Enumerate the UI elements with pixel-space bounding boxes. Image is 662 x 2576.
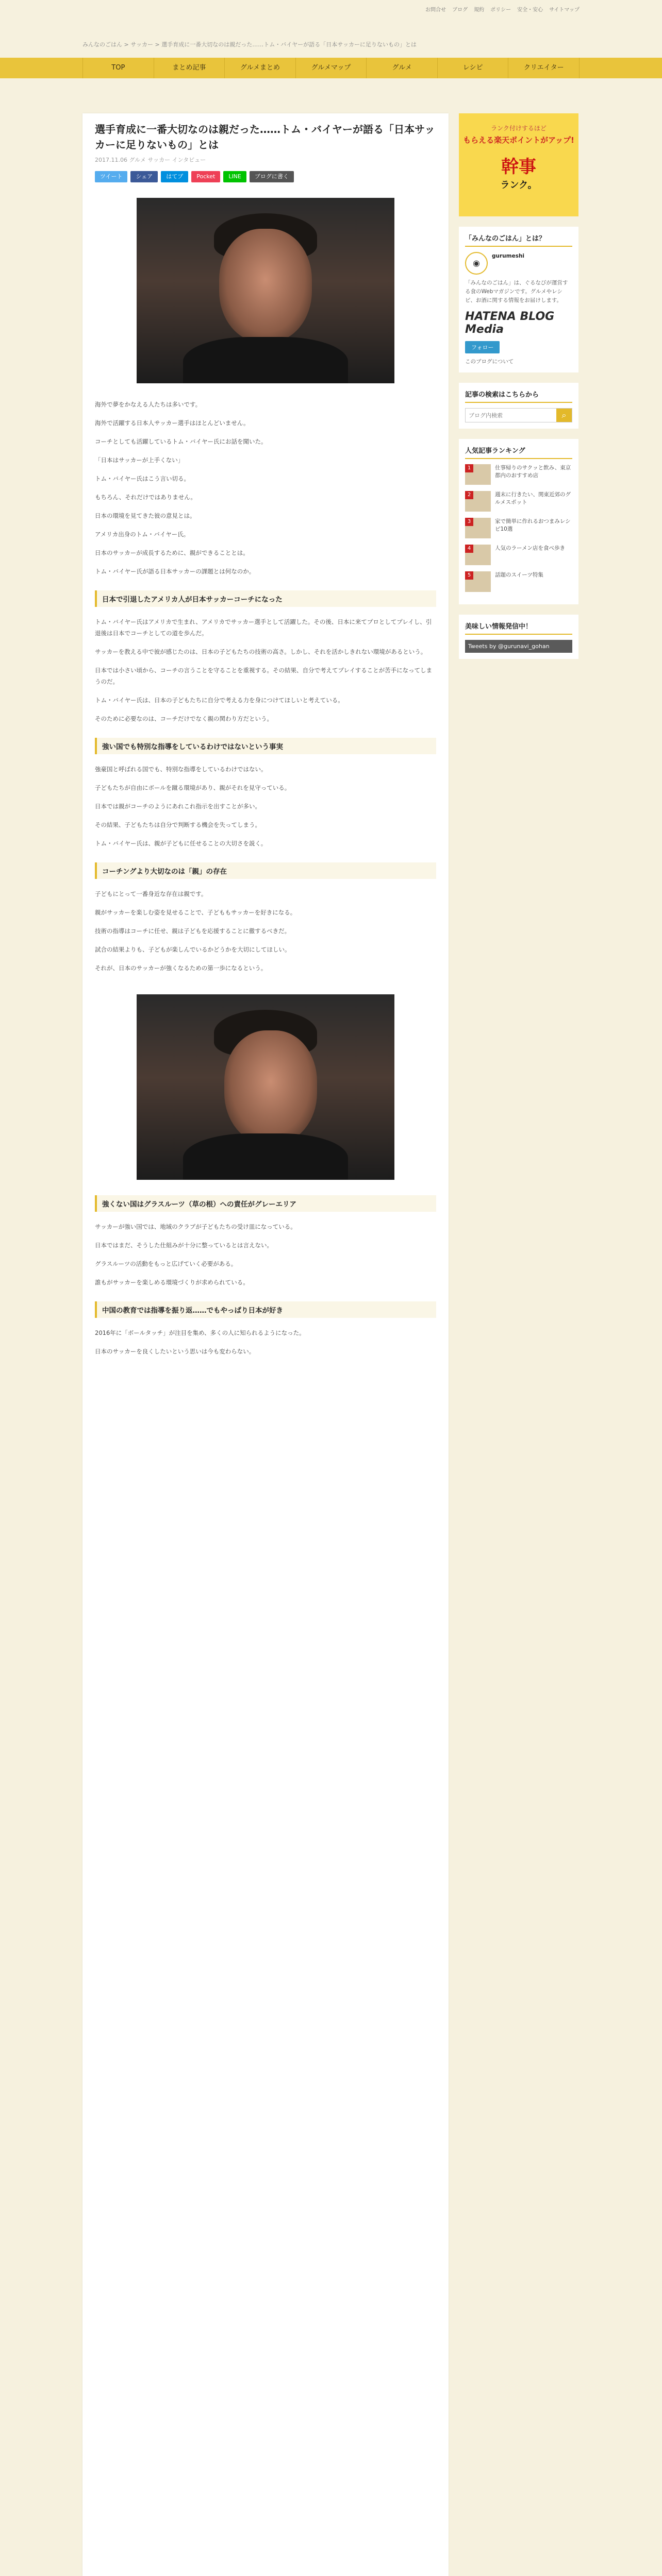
utility-link[interactable]: ブログ [452, 7, 468, 13]
ranking-item-title: 話題のスイーツ特集 [495, 572, 543, 578]
nav-item-gurume-matome[interactable]: グルメまとめ [225, 58, 296, 78]
paragraph: 親がサッカーを楽しむ姿を見せることで、子どももサッカーを好きになる。 [95, 909, 296, 916]
paragraph: 海外で夢をかなえる人たちは多いです。 [95, 401, 202, 408]
article-body-2 [95, 616, 436, 724]
nav-item-matome[interactable]: まとめ記事 [154, 58, 225, 78]
ranking-item[interactable] [465, 571, 572, 592]
ranking-box [459, 439, 578, 604]
article-meta: 2017.11.06 グルメ サッカー インタビュー [95, 157, 206, 163]
sidebar-ad[interactable] [459, 113, 578, 216]
ranking-thumbnail: 4 [465, 545, 491, 565]
article-body-3 [95, 764, 436, 849]
article-body-6 [95, 1327, 436, 1357]
paragraph: 技術の指導はコーチに任せ、親は子どもを応援することに徹するべきだ。 [95, 927, 291, 935]
tweet-button[interactable]: ツイート [95, 171, 127, 182]
main-nav [0, 58, 662, 78]
nav-item-gurume-map[interactable]: グルメマップ [296, 58, 367, 78]
paragraph: トム・バイヤー氏は、親が子どもに任せることの大切さを説く。 [95, 840, 267, 847]
article-body-4 [95, 888, 436, 974]
profile-description: 「みんなのごはん」は、ぐるなびが運営する食のWebマガジンです。グルメやレシピ、お酒に関する情報をお届けします。 [465, 280, 568, 303]
paragraph: グラスルーツの活動をもっと広げていく必要がある。 [95, 1260, 237, 1267]
utility-links [425, 5, 580, 13]
search-icon[interactable]: ⌕ [556, 409, 572, 422]
paragraph: 日本では小さい頃から、コーチの言うことを守ることを重視する。その結果、自分で考えてプレイすることが苦手になってしまうのだ。 [95, 667, 433, 685]
paragraph: 強豪国と呼ばれる国でも、特別な指導をしているわけではない。 [95, 766, 267, 773]
hatena-bookmark-button[interactable]: はてブ [161, 171, 188, 182]
ad-text: もらえる楽天ポイントがアップ! [463, 135, 574, 145]
paragraph: その結果、子どもたちは自分で判断する機会を失ってしまう。 [95, 821, 261, 828]
paragraph: トム・バイヤー氏が語る日本サッカーの課題とは何なのか。 [95, 568, 255, 575]
top-bar [0, 0, 662, 27]
paragraph: もちろん、それだけではありません。 [95, 494, 196, 501]
nav-item-recipe[interactable]: レシピ [438, 58, 509, 78]
search-heading: 記事の検索はこちらから [465, 389, 572, 403]
paragraph: 2016年に「ボールタッチ」が注目を集め、多くの人に知られるようになった。 [95, 1329, 305, 1336]
ranking-item[interactable] [465, 491, 572, 512]
ad-text: ランク。 [500, 180, 537, 191]
ranking-item-title: 人気のラーメン店を食べ歩き [495, 545, 565, 551]
avatar: ◉ [465, 252, 488, 275]
article-title: 選手育成に一番大切なのは親だった……トム・バイヤーが語る「日本サッカーに足りないもの」とは [95, 123, 435, 151]
utility-link[interactable]: 規約 [474, 7, 485, 13]
section-heading: 日本で引退したアメリカ人が日本サッカーコーチになった [95, 590, 436, 607]
twitter-timeline-link[interactable]: Tweets by @gurunavi_gohan [465, 640, 572, 653]
paragraph: 日本のサッカーが成長するために、親ができることとは。 [95, 549, 249, 556]
profile-box [459, 227, 578, 372]
paragraph: 日本ではまだ、そうした仕組みが十分に整っているとは言えない。 [95, 1242, 273, 1249]
about-link[interactable]: このブログについて [465, 359, 514, 365]
paragraph: 子どもたちが自由にボールを蹴る環境があり、親がそれを見守っている。 [95, 784, 291, 791]
nav-item-creator[interactable]: クリエイター [508, 58, 580, 78]
paragraph: 子どもにとって一番身近な存在は親です。 [95, 890, 207, 897]
ad-text: ランク付けするほど [491, 125, 547, 132]
paragraph: サッカーを教える中で彼が感じたのは、日本の子どもたちの技術の高さ。しかし、それを活かしきれない環境があるという。 [95, 648, 427, 655]
ranking-thumbnail: 1 [465, 464, 491, 485]
utility-link[interactable]: 安全・安心 [517, 7, 543, 13]
nav-item-gurume[interactable]: グルメ [367, 58, 438, 78]
ranking-thumbnail: 3 [465, 518, 491, 538]
article-body-1 [95, 399, 436, 577]
section-heading: 中国の教育では指導を振り返……でもやっぱり日本が好き [95, 1301, 436, 1318]
article-photo [137, 198, 394, 383]
paragraph: コーチとしても活躍しているトム・バイヤー氏にお話を聞いた。 [95, 438, 267, 445]
paragraph: アメリカ出身のトム・バイヤー氏。 [95, 531, 190, 538]
paragraph: 日本の環境を見てきた彼の意見とは。 [95, 512, 196, 519]
ad-text: 幹事 [501, 157, 536, 177]
article-column [82, 113, 449, 2576]
ranking-item-title: 家で簡単に作れるおつまみレシピ10選 [495, 518, 571, 532]
twitter-box [459, 615, 578, 659]
paragraph: トム・バイヤー氏は、日本の子どもたちに自分で考える力を身につけてほしいと考えている。 [95, 697, 344, 704]
search-box [459, 383, 578, 429]
breadcrumb[interactable]: みんなのごはん > サッカー > 選手育成に一番大切なのは親だった……トム・バイヤーが語る「日本サッカーに足りないもの」とは [82, 41, 417, 48]
twitter-heading: 美味しい情報発信中！ [465, 621, 572, 635]
profile-heading: 「みんなのごはん」とは？ [465, 233, 572, 247]
line-button[interactable]: LINE [223, 171, 246, 182]
utility-link[interactable]: お問合せ [425, 7, 446, 13]
ranking-heading: 人気記事ランキング [465, 445, 572, 459]
paragraph: 試合の結果よりも、子どもが楽しんでいるかどうかを大切にしてほしい。 [95, 946, 291, 953]
pocket-button[interactable]: Pocket [191, 171, 220, 182]
paragraph: サッカーが強い国では、地域のクラブが子どもたちの受け皿になっている。 [95, 1223, 296, 1230]
section-heading: 強くない国はグラスルーツ（草の根）への責任がグレーエリア [95, 1195, 436, 1212]
share-buttons [95, 171, 436, 182]
paragraph: 日本では親がコーチのようにあれこれ指示を出すことが多い。 [95, 803, 261, 810]
ranking-thumbnail: 2 [465, 491, 491, 512]
ranking-item-title: 週末に行きたい、関東近郊のグルメスポット [495, 492, 571, 505]
ranking-item[interactable] [465, 545, 572, 565]
ranking-item[interactable] [465, 464, 572, 485]
paragraph: トム・バイヤー氏はアメリカで生まれ、アメリカでサッカー選手として活躍した。その後、日本に来てプロとしてプレイし、引退後は日本でコーチとしての道を歩んだ。 [95, 618, 432, 637]
ranking-thumbnail: 5 [465, 571, 491, 592]
paragraph: トム・バイヤー氏はこう言い切る。 [95, 475, 190, 482]
utility-link[interactable]: サイトマップ [549, 7, 580, 13]
paragraph: 誰もがサッカーを楽しめる環境づくりが求められている。 [95, 1279, 249, 1286]
follow-button[interactable]: フォロー [465, 341, 500, 353]
section-heading: 強い国でも特別な指導をしているわけではないという事実 [95, 738, 436, 754]
blog-button[interactable]: ブログに書く [250, 171, 294, 182]
search-input[interactable] [466, 409, 556, 422]
section-heading: コーチングより大切なのは「親」の存在 [95, 862, 436, 879]
sidebar [459, 113, 578, 659]
paragraph: 海外で活躍する日本人サッカー選手はほとんどいません。 [95, 419, 250, 427]
facebook-share-button[interactable]: シェア [130, 171, 158, 182]
profile-name[interactable]: gurumeshi [492, 253, 525, 259]
paragraph: それが、日本のサッカーが強くなるための第一歩になるという。 [95, 964, 267, 972]
paragraph: 「日本はサッカーが上手くない」 [95, 456, 184, 464]
article-body-5 [95, 1221, 436, 1288]
hatena-blog-media-logo: HATENA BLOG Media [465, 310, 555, 336]
article-photo-2 [137, 994, 394, 1180]
ranking-item[interactable] [465, 518, 572, 538]
nav-item-top[interactable]: TOP [82, 58, 154, 78]
paragraph: そのために必要なのは、コーチだけでなく親の関わり方だという。 [95, 715, 273, 722]
ranking-item-title: 仕事帰りのサクッと飲み、東京都内のおすすめ店 [495, 465, 571, 479]
paragraph: 日本のサッカーを良くしたいという思いは今も変わらない。 [95, 1348, 255, 1355]
utility-link[interactable]: ポリシー [490, 7, 511, 13]
